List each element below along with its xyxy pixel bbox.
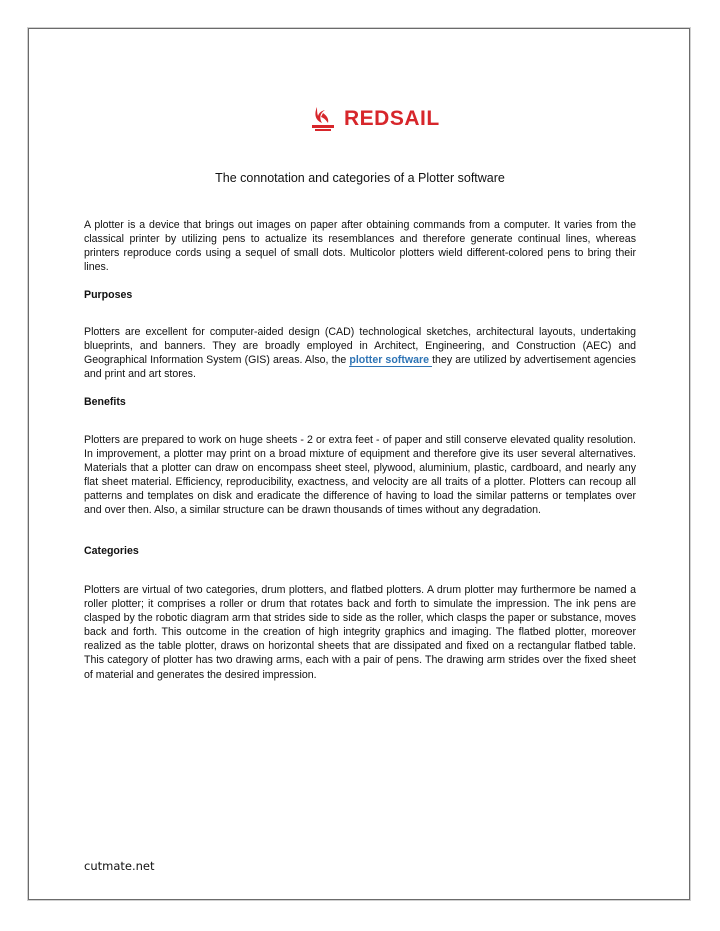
purposes-text-end: they are utilized by advertisement agencies and print and art stores. — [84, 354, 636, 381]
categories-paragraph: Plotters are virtual of two categories, drum plotters, and flatbed plotters. A drum plotter may furthermore be named a roller plotter; it comprises a roller or drum that rotates back and forth to simulate the impression. The ink pens are clasped by the robotic diagram arm that strides side to side as the roller, which clasps the paper or substance, moves back and forth. This outcome in the creation of high integrity graphics and imaging. The flatbed plotter, moreover realized as the table plotter, draws on horizontal sheets that are dissipated and fixed on a rectangular flatbed table. This category of plotter has two drawing arms, each with a pair of pens. The drawing arm strides over the fixed sheet of material and generates the desired impression. — [84, 584, 636, 681]
benefits-paragraph: Plotters are prepared to work on huge sheets - 2 or extra feet - of paper and still conserve elevated quality resolution. In improvement, a plotter may print on a broad mixture of equipment and therefore give its user several alternatives. Materials that a plotter can draw on encompass sheet steel, plywood, aluminium, plastic, cardboard, and nearly any flat sheet material. Efficiency, reproducibility, exactness, and velocity are all traits of a plotter. Plotters can recoup all patterns and templates on disk and eradicate the difference of having to load the similar patterns or templates over and over then. Also, a similar structure can be drawn thousands of times without any degradation. — [84, 434, 636, 517]
purposes-heading: Purposes — [84, 289, 133, 301]
logo-text: REDSAIL — [344, 107, 440, 130]
sail-logo-icon — [308, 104, 338, 134]
benefits-heading: Benefits — [84, 396, 126, 408]
plotter-software-link[interactable]: plotter software — [349, 354, 433, 367]
intro-paragraph: A plotter is a device that brings out images on paper after obtaining commands from a computer. It varies from the classical printer by utilizing pens to actualize its resemblances and therefore generate continual lines, whereas printers reproduce cords using a sequel of small dots. Multicolor plotters wield different-colored pens to bring their lines. — [84, 219, 636, 274]
document-title: The connotation and categories of a Plotter software — [215, 171, 505, 185]
categories-heading: Categories — [84, 545, 139, 557]
purposes-text-start: Plotters are excellent for computer-aided design (CAD) technological sketches, architectural layouts, undertaking blueprints, and banners. They are broadly employed in Architect, Engineering, and Construction (AEC) and Geographical Information System (GIS) areas. Also, the — [84, 326, 636, 367]
footer-site-name: cutmate.net — [84, 859, 155, 873]
purposes-paragraph — [84, 325, 636, 381]
redsail-logo — [308, 104, 440, 134]
